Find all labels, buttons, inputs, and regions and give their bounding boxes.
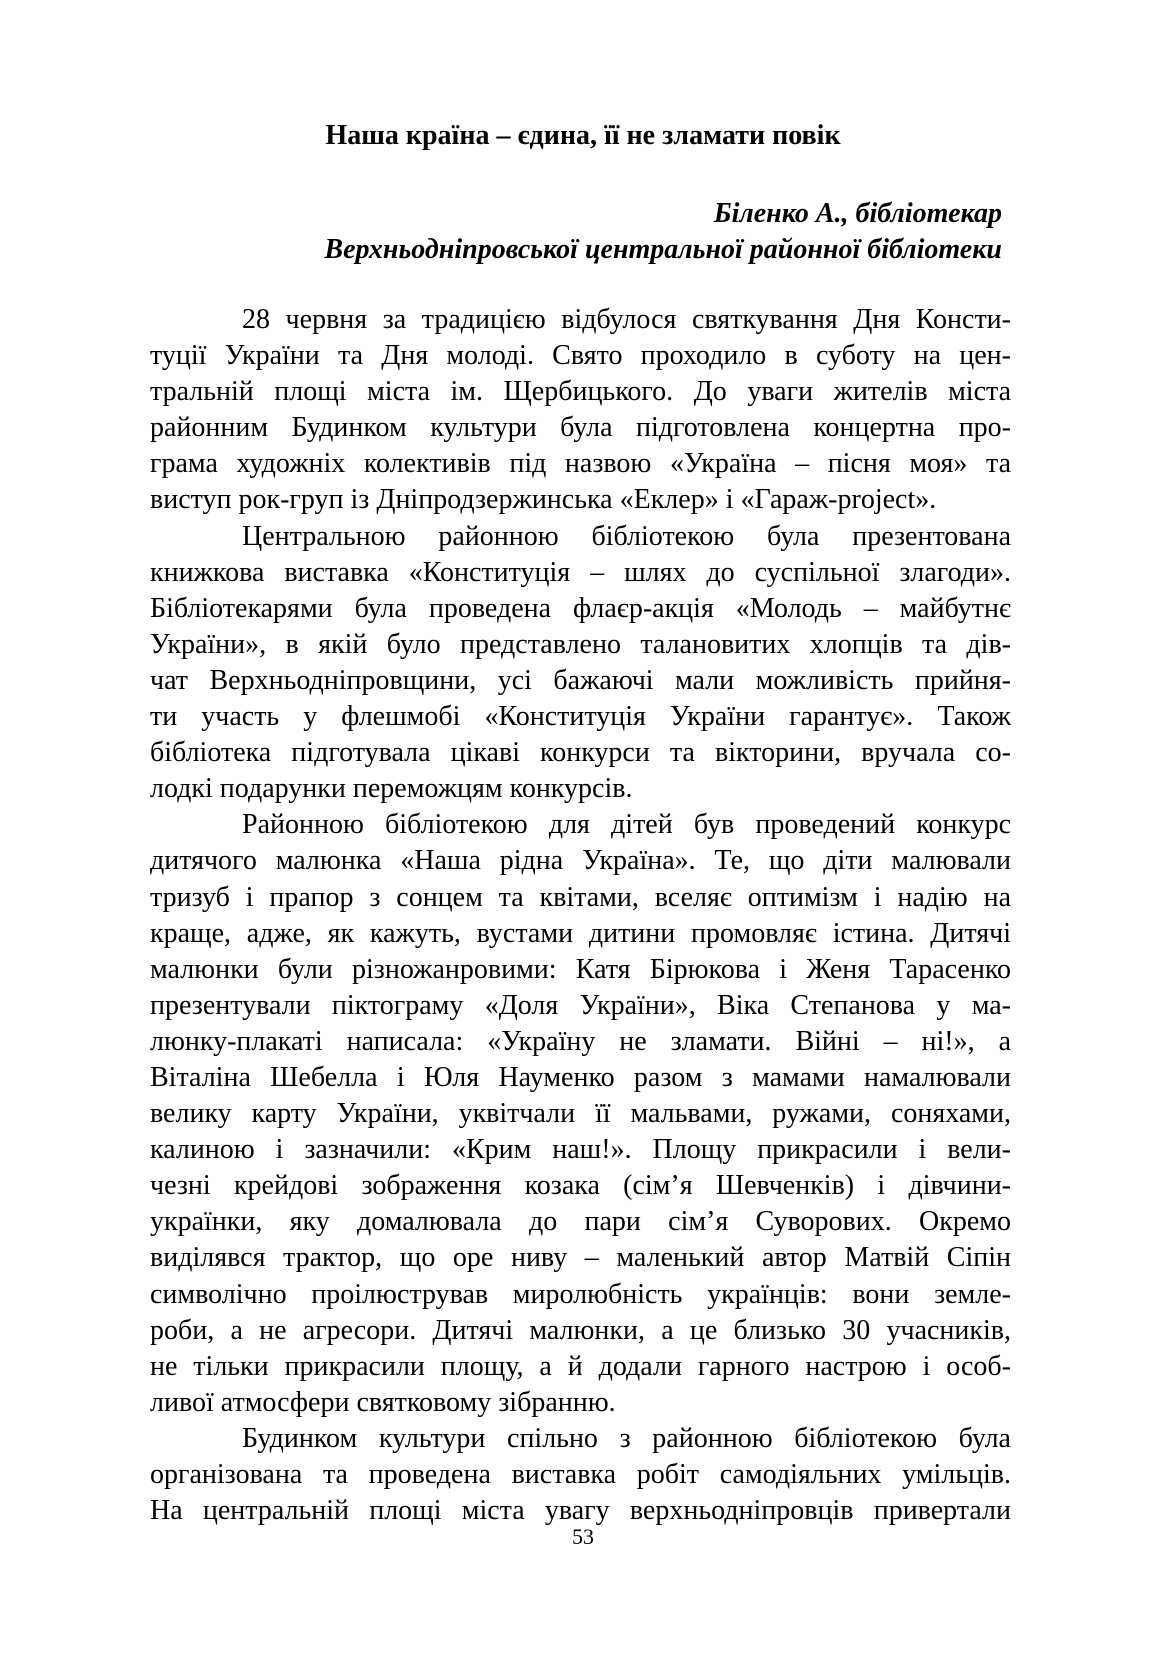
- text-line: краще, адже, як кажуть, вустами дитини промовляє істина. Дитячі: [150, 917, 1011, 949]
- text-line: дитячого малюнка «Наша рідна Україна». Те, що діти малювали: [150, 845, 1011, 877]
- article-title: Наша країна – єдина, її не зламати повік: [325, 120, 841, 151]
- text-line: калиною і зазначили: «Крим наш!». Площу прикрасили і вели-: [150, 1134, 1011, 1166]
- text-line: 28 червня за традицією відбулося святкування Дня Консти-: [242, 304, 1011, 335]
- text-line: Віталіна Шебелла і Юля Науменко разом з мамами намалювали: [150, 1061, 1011, 1093]
- text-line: роби, а не агресори. Дитячі малюнки, а це близько 30 учасників,: [150, 1314, 1011, 1346]
- text-line: На центральній площі міста увагу верхньодніпровців привертали: [150, 1495, 1011, 1527]
- author-affiliation: Верхньодніпровської центральної районної бібліотеки: [324, 234, 1002, 265]
- text-line: бібліотека підготувала цікаві конкурси та вікторини, вручала со-: [150, 737, 1011, 769]
- page-number: 53: [572, 1524, 594, 1549]
- text-line: чат Верхньодніпровщини, усі бажаючі мали можливість прийня-: [150, 664, 1011, 696]
- text-line: презентували піктограму «Доля України», Віка Степанова у ма-: [150, 989, 1011, 1021]
- author-name: Біленко А., бібліотекар: [713, 198, 1002, 229]
- paragraph: [150, 1421, 1011, 1529]
- text-line: лодкі подарунки переможцям конкурсів.: [150, 773, 633, 805]
- text-line: грама художніх колективів під назвою «Україна – пісня моя» та: [150, 448, 1011, 480]
- text-line: тральній площі міста ім. Щербицького. До уваги жителів міста: [150, 376, 1011, 408]
- text-line: Центральною районною бібліотекою була презентована: [242, 520, 1011, 552]
- text-line: виступ рок-груп із Дніпродзержинська «Еклер» і «Гараж-project».: [150, 484, 937, 516]
- text-line: України», в якій було представлено талановитих хлопців та дів-: [150, 628, 1011, 660]
- paragraph: [150, 302, 1011, 519]
- text-line: чезні крейдові зображення козака (сім’я Шевченків) і дівчини-: [150, 1170, 1011, 1202]
- text-line: організована та проведена виставка робіт самодіяльних умільців.: [150, 1459, 1011, 1490]
- text-line: тризуб і прапор з сонцем та квітами, вселяє оптимізм і надію на: [150, 881, 1011, 913]
- paragraph: [150, 807, 1011, 1421]
- text-line: Районною бібліотекою для дітей був проведений конкурс: [242, 809, 1011, 841]
- text-line: малюнки були різножанровими: Катя Бірюкова і Женя Тарасенко: [150, 953, 1011, 985]
- text-line: не тільки прикрасили площу, а й додали гарного настрою і особ-: [150, 1350, 1011, 1382]
- text-line: книжкова виставка «Конституція – шлях до суспільної злагоди».: [150, 556, 1011, 588]
- text-line: велику карту України, уквітчали її мальвами, ружами, соняхами,: [150, 1098, 1011, 1130]
- text-line: люнку-плакаті написала: «Україну не зламати. Війні – ні!», а: [150, 1025, 1011, 1057]
- paragraph: [150, 519, 1011, 808]
- text-line: виділявся трактор, що оре ниву – маленький автор Матвій Сіпін: [150, 1242, 1011, 1274]
- text-line: Бібліотекарями була проведена флаєр-акція «Молодь – майбутнє: [150, 592, 1011, 624]
- article-body: [150, 302, 1011, 1529]
- text-line: туції України та Дня молоді. Свято проходило в суботу на цен-: [150, 340, 1011, 372]
- text-line: ливої атмосфери святковому зібранню.: [150, 1386, 616, 1418]
- text-line: символічно проілюстрував миролюбність українців: вони земле-: [150, 1278, 1011, 1310]
- text-line: ти участь у флешмобі «Конституція України гарантує». Також: [150, 701, 1011, 733]
- text-line: районним Будинком культури була підготовлена концертна про-: [150, 412, 1011, 444]
- text-line: українки, яку домалювала до пари сім’я Суворових. Окремо: [150, 1206, 1011, 1238]
- text-line: Будинком культури спільно з районною бібліотекою була: [242, 1422, 1011, 1454]
- author-byline: [180, 196, 1002, 268]
